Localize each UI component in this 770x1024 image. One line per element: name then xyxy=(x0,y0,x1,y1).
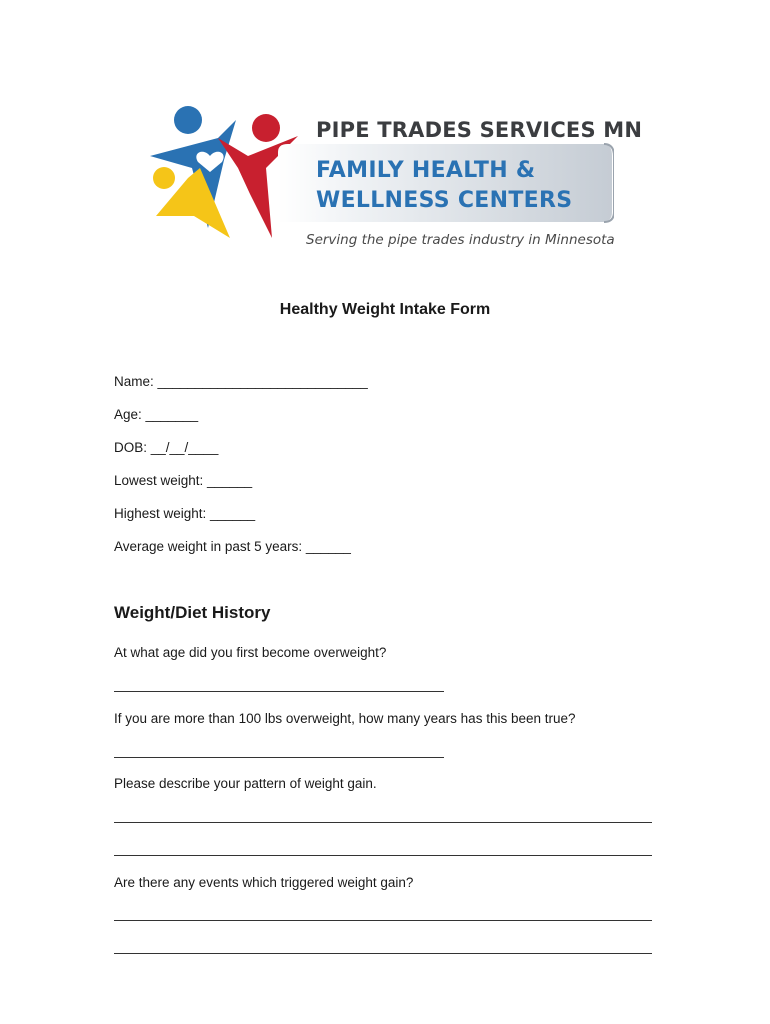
form-title: Healthy Weight Intake Form xyxy=(279,301,491,318)
lowest-weight-field[interactable]: Lowest weight: ______ xyxy=(114,473,253,488)
logo-line1: PIPE TRADES SERVICES MN xyxy=(316,118,643,142)
question-first-overweight: At what age did you first become overweight? xyxy=(114,645,387,660)
answer-line[interactable] xyxy=(114,953,652,954)
logo-line2: FAMILY HEALTH & xyxy=(316,158,536,183)
family-figures-icon xyxy=(148,98,298,248)
name-field[interactable]: Name: ____________________________ xyxy=(114,374,368,389)
age-field[interactable]: Age: _______ xyxy=(114,407,199,422)
answer-line[interactable] xyxy=(114,757,444,758)
logo xyxy=(148,98,643,258)
answer-line[interactable] xyxy=(114,691,444,692)
logo-line3: WELLNESS CENTERS xyxy=(316,188,573,213)
highest-weight-field[interactable]: Highest weight: ______ xyxy=(114,506,256,521)
logo-tagline: Serving the pipe trades industry in Minnesota xyxy=(306,232,615,248)
average-weight-field[interactable]: Average weight in past 5 years: ______ xyxy=(114,539,351,554)
question-years-overweight: If you are more than 100 lbs overweight, how many years has this been true? xyxy=(114,711,576,726)
answer-line[interactable] xyxy=(114,822,652,823)
dob-field[interactable]: DOB: __/__/____ xyxy=(114,440,219,455)
answer-line[interactable] xyxy=(114,855,652,856)
question-triggering-events: Are there any events which triggered weight gain? xyxy=(114,875,414,890)
answer-line[interactable] xyxy=(114,920,652,921)
section-heading: Weight/Diet History xyxy=(114,603,271,622)
question-weight-gain-pattern: Please describe your pattern of weight gain. xyxy=(114,776,377,791)
